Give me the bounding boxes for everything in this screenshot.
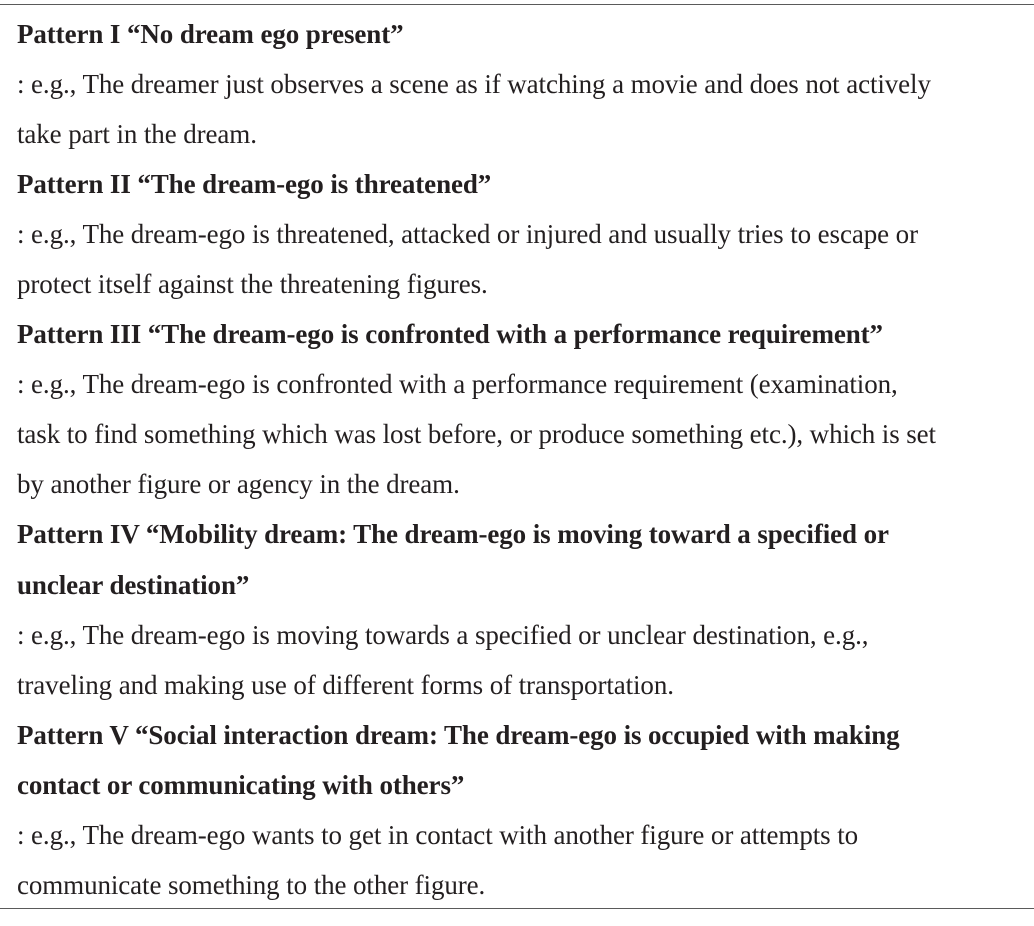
pattern-4 xyxy=(17,509,1027,709)
pattern-description: take part in the dream. xyxy=(17,119,257,150)
pattern-description: : e.g., The dream-ego is threatened, attacked or injured and usually tries to escape or xyxy=(17,219,918,250)
pattern-5 xyxy=(17,710,1027,910)
table-bottom-rule xyxy=(0,908,1034,909)
table-top-rule xyxy=(0,4,1034,5)
pattern-description: by another figure or agency in the dream. xyxy=(17,469,460,500)
pattern-2 xyxy=(17,159,1027,309)
pattern-1 xyxy=(17,9,1027,159)
dream-pattern-table xyxy=(17,9,1027,910)
pattern-description: : e.g., The dream-ego is confronted with a performance requirement (examination, xyxy=(17,369,898,400)
pattern-heading: unclear destination” xyxy=(17,569,250,600)
pattern-description: : e.g., The dream-ego is moving towards a specified or unclear destination, e.g., xyxy=(17,619,869,650)
pattern-description: traveling and making use of different forms of transportation. xyxy=(17,669,674,700)
pattern-heading: Pattern V “Social interaction dream: The dream-ego is occupied with making xyxy=(17,719,900,750)
pattern-heading: contact or communicating with others” xyxy=(17,769,465,800)
pattern-description: task to find something which was lost before, or produce something etc.), which is set xyxy=(17,419,936,450)
pattern-heading: Pattern I “No dream ego present” xyxy=(17,19,404,49)
pattern-heading: Pattern II “The dream-ego is threatened” xyxy=(17,169,492,200)
pattern-3 xyxy=(17,309,1027,509)
pattern-description: communicate something to the other figure. xyxy=(17,869,486,900)
pattern-heading: Pattern III “The dream-ego is confronted with a performance requirement” xyxy=(17,319,883,350)
pattern-description: : e.g., The dreamer just observes a scene as if watching a movie and does not actively xyxy=(17,69,931,100)
pattern-heading: Pattern IV “Mobility dream: The dream-ego is moving toward a specified or xyxy=(17,519,889,550)
pattern-description: protect itself against the threatening figures. xyxy=(17,269,488,300)
pattern-description: : e.g., The dream-ego wants to get in contact with another figure or attempts to xyxy=(17,819,858,850)
